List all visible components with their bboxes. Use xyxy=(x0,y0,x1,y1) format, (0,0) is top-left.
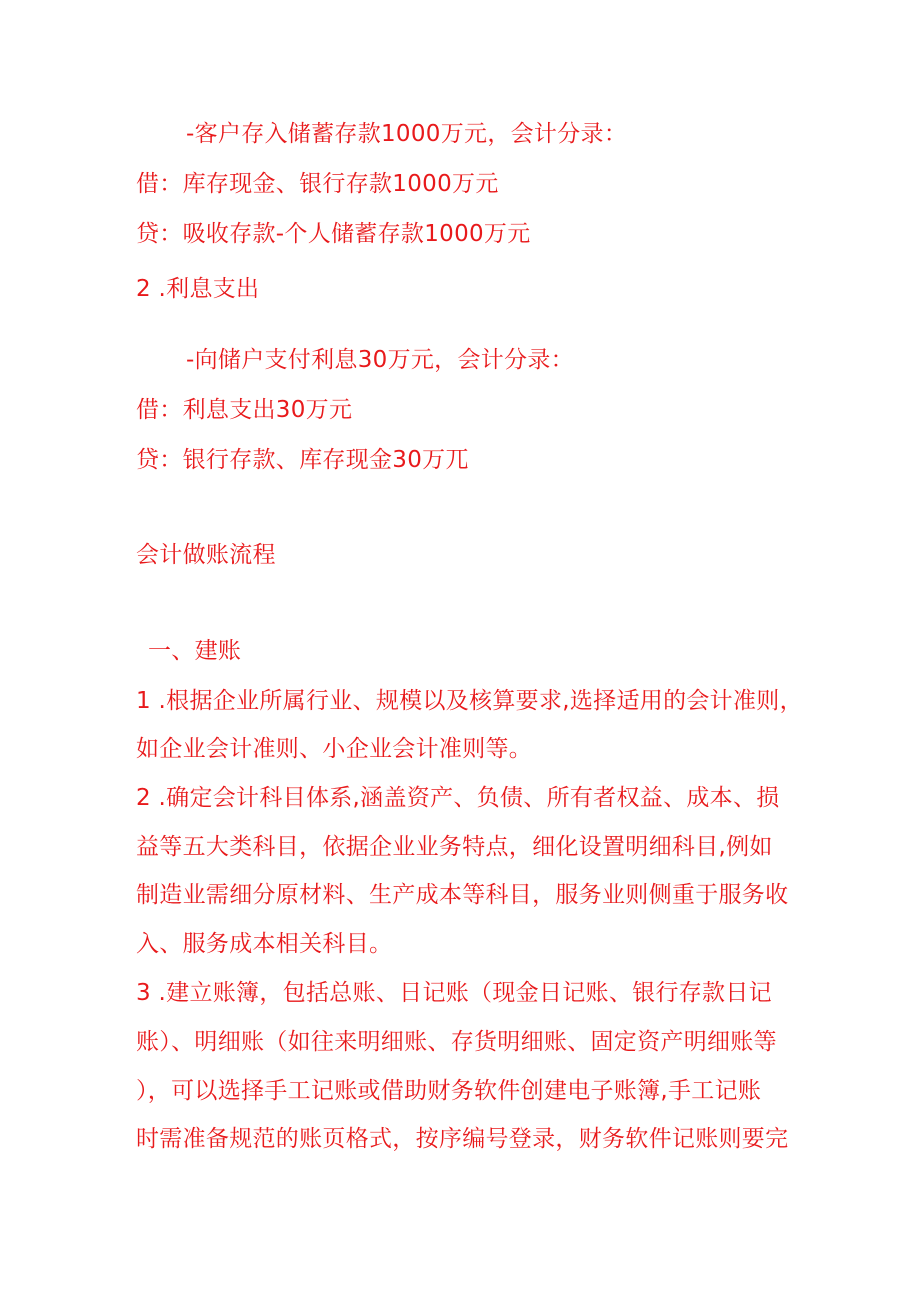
entry2-credit-line: 贷：银行存款、库存现金30万兀 xyxy=(136,447,469,473)
step2-line3: 制造业需细分原材料、生产成本等科目，服务业则侧重于服务收 xyxy=(136,882,789,908)
step3-line2: 账）、明细账（如往来明细账、存货明细账、固定资产明细账等 xyxy=(136,1029,777,1055)
section1-heading: 一、建账 xyxy=(148,638,242,664)
entry1-credit-line: 贷：吸收存款-个人储蓄存款1000万元 xyxy=(136,221,531,247)
step2-line2: 益等五大类科目，依据企业业务特点，细化设置明细科目,例如 xyxy=(136,834,773,860)
entry2-debit-line: 借：利息支出30万元 xyxy=(136,397,353,423)
entry1-description: -客户存入储蓄存款1000万元，会计分录： xyxy=(186,121,628,147)
step3-line3: ），可以选择手工记账或借助财务软件创建电子账簿,手工记账 xyxy=(136,1078,762,1104)
entry1-debit-line: 借：库存现金、银行存款1000万元 xyxy=(136,171,499,197)
step1-line1: 1 .根据企业所属行业、规模以及核算要求,选择适用的会计准则， xyxy=(136,688,803,714)
item2-heading: 2 .利息支出 xyxy=(136,276,260,302)
step1-line2: 如企业会计准则、小企业会计准则等。 xyxy=(136,736,533,762)
step2-line1: 2 .确定会计科目体系,涵盖资产、负债、所有者权益、成本、损 xyxy=(136,785,780,811)
entry2-description: -向储户支付利息30万元，会计分录： xyxy=(186,347,574,373)
process-title: 会计做账流程 xyxy=(136,542,276,568)
step3-line4: 时需准备规范的账页格式，按序编号登录，财务软件记账则要完 xyxy=(136,1126,789,1152)
step2-line4: 入、服务成本相关科目。 xyxy=(136,931,393,957)
step3-line1: 3 .建立账簿，包括总账、日记账（现金日记账、银行存款日记 xyxy=(136,980,772,1006)
